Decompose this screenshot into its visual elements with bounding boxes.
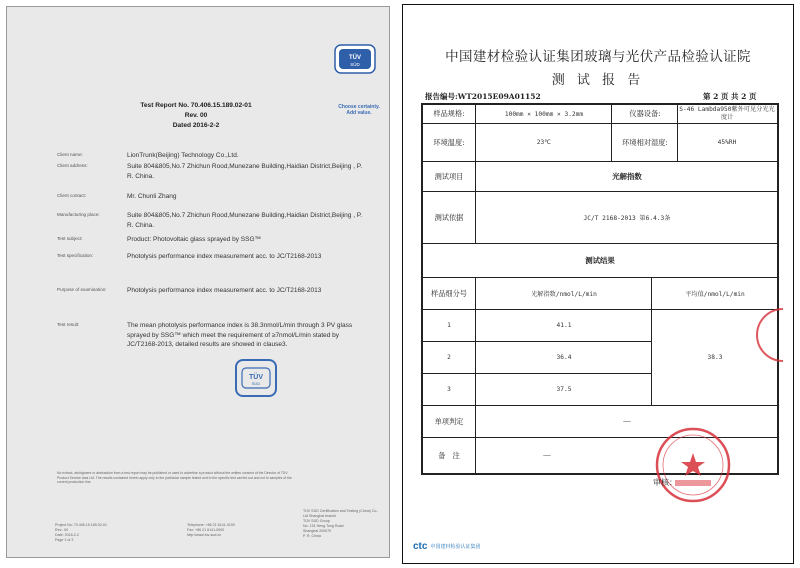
sample-spec-label: 样品规格: [433,109,465,118]
institute-title: 中国建材检验认证集团玻璃与光伏产品检验认证院 [445,49,751,65]
field-value: Photolysis performance index measurement acc. to JC/T2168-2013 [127,253,322,260]
report-heading: 测 试 报 告 [551,73,645,88]
table-border [777,103,779,475]
footer-line: Date: 2016-2-2 [55,533,79,537]
ctc-logo [413,541,480,552]
env-humidity-label: 环境相对湿度: [622,137,668,147]
col-divider [475,161,476,243]
col-sample-header: 样品细分号 [431,288,467,298]
sample-no: 2 [447,354,451,361]
field-label: Client name: [57,152,83,157]
mean-value: 38.3 [707,354,723,361]
ctc-report-page [402,4,794,564]
col-divider [475,103,476,161]
side-seal-icon [755,305,785,365]
index-value: 37.5 [556,386,572,393]
single-judgment-value: —— [623,418,631,425]
svg-text:SÜD: SÜD [350,62,360,67]
col-divider [677,103,678,161]
col-divider [611,103,612,161]
ctc-logo-mark: ctc [413,541,428,552]
ctc-logo-text: 中国建材检验认证集团 [430,544,481,550]
footer-address [303,509,383,539]
col-divider [475,277,476,475]
report-date: Dated 2016-2-2 [172,122,220,129]
footer-line: TÜV SÜD Group [303,519,330,523]
field-label: Test subject: [57,236,83,241]
footer-line: Rev.: 00 [55,528,69,532]
report-header [101,101,291,131]
test-item-value: 光解指数 [612,172,642,181]
field-label: Client contact: [57,193,87,198]
tuv-tagline: Choose certainty. Add value. [338,104,380,116]
footer-project-info [55,523,135,543]
svg-text:TÜV: TÜV [349,55,361,61]
col-divider [651,277,652,405]
tuv-stamp-icon [233,357,279,399]
results-table [421,103,779,475]
field-label: Test specification: [57,253,94,258]
field-value: Photolysis performance index measurement acc. to JC/T2168-2013 [127,287,322,294]
footer-link[interactable]: http://www.tuv-sud.cn [187,533,222,537]
footer-line: Fax: +86 21 6141-0000 [187,528,225,532]
field-value: LionTrunk(Beijing) Technology Co.,Ltd. [127,152,239,159]
env-temp-value: 23℃ [536,139,552,146]
field-label: Test result: [57,322,80,327]
report-number: 报告编号:WT2015E09A01152 [425,92,541,101]
field-value: The mean photolysis performance index is 38.3nmol/L/min through 3 PV glass sprayed by SSG™ which meet the requirement of ≥7nmol/L/min stated by JC/T2168-2013, detailed results are showed in clause3. [127,322,353,348]
remarks-value: —— [543,452,551,459]
footer-line: Shanghai 200070 [303,529,332,533]
col-mean-header: 平均值/nmol/L/min [685,291,745,298]
page-indicator: 第 2 页 共 2 页 [703,92,757,101]
svg-text:TÜV: TÜV [249,374,263,381]
test-item-label: 测试项目 [434,171,464,181]
disclaimer: No extract, abridgment or abstraction from a test report may be published or used to advertise a product without the written consent of the Director of TÜV Product Service Asia Ltd. The results contained herein apply only to the particular sample tested and to the specific test carried out and not to samples of the current production line. [57,471,292,485]
sample-no: 1 [447,322,451,329]
results-heading: 测试结果 [585,256,615,265]
test-basis-value: JC/T 2168-2013 第6.4.3条 [583,215,671,222]
instrument-label: 仪器设备: [629,109,661,118]
report-revision: Rev. 00 [184,112,208,119]
report-number: Test Report No. 70.406.15.189.02-01 [140,102,252,109]
official-seal-icon [653,425,733,505]
svg-text:SÜD: SÜD [251,381,261,386]
index-value: 41.1 [556,322,572,329]
env-temp-label: 环境温度: [433,137,465,147]
sample-spec-value: 100mm × 100mm × 3.2mm [504,110,584,118]
signature-label: 审核： [653,478,677,487]
footer-line: Project No: 70.406.15.189.02-01 [55,523,107,527]
footer-line: P. R. China [303,534,321,538]
index-value: 36.4 [556,354,572,361]
footer-line: Telephone: +86 21 6141-0100 [187,523,235,527]
footer-line: TÜV SÜD Certification and Testing (China) Co., Ltd Shanghai branch [303,509,379,518]
footer-contact [187,523,277,538]
footer-line: No. 151 Heng Tong Road [303,524,344,528]
field-value: Suite 804&805,No.7 Zhichun Rood,Munezane Building,Haidian District,Beijing , P. R. China. [127,212,363,229]
col-index-header: 光解指数/nmol/L/min [531,291,597,298]
field-value: Product: Photovoltaic glass sprayed by SSG™ [127,236,262,243]
field-label: Client address: [57,163,88,168]
field-label: Manufacturing place: [57,212,100,217]
sample-no: 3 [447,386,451,393]
tuv-sud-logo [333,43,377,75]
single-judgment-label: 单项判定 [434,416,464,426]
remarks-label: 备 注 [438,450,460,460]
env-humidity-value: 45%RH [717,139,737,146]
field-value: Mr. Chunli Zhang [127,193,177,200]
field-label: Purpose of examination: [57,287,107,292]
footer-line: Page 1 of 3 [55,538,74,542]
field-value: Suite 804&805,No.7 Zhichun Rood,Munezane Building,Haidian District,Beijing , P. R. China. [127,163,363,180]
instrument-value: S-46 Lambda950紫外可见分光光度计 [679,106,775,121]
test-basis-label: 测试依据 [434,212,464,222]
tuv-report-page [6,6,390,558]
